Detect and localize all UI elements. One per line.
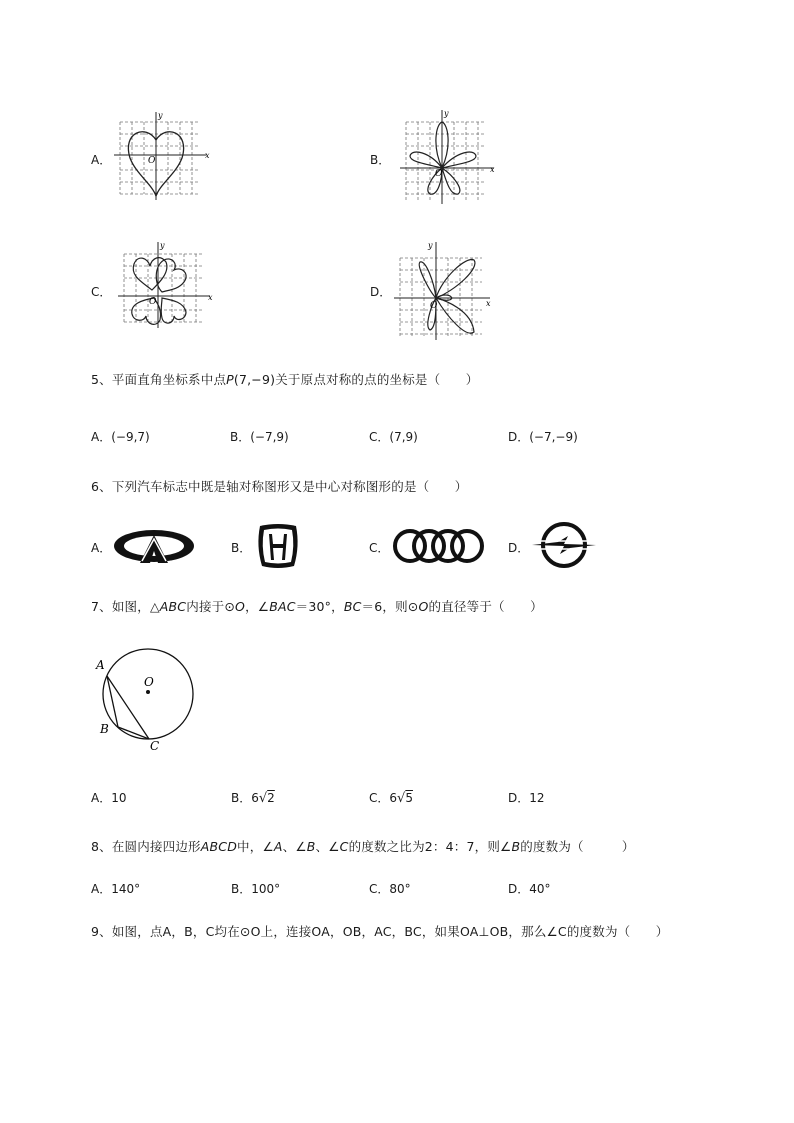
option-label: B． xyxy=(231,541,252,555)
honda-logo-icon xyxy=(254,522,302,570)
axis-y-label: y xyxy=(158,111,163,120)
q7-option-c[interactable]: C．6√5 xyxy=(369,791,413,806)
axis-y-label: y xyxy=(428,241,433,250)
q5-option-a[interactable]: A．(−9,7) xyxy=(91,430,150,444)
origin-label: O xyxy=(148,156,156,166)
q8-option-d[interactable]: D．40° xyxy=(508,882,551,896)
q5-option-d[interactable]: D．(−7,−9) xyxy=(508,430,578,444)
q7-option-a[interactable]: A．10 xyxy=(91,791,127,805)
question-8-text: 8、在圆内接四边形ABCD中，∠A、∠B、∠C的度数之比为2：4：7，则∠B的度数为（ ） xyxy=(91,839,635,854)
option-label: C． xyxy=(91,285,112,299)
q8-option-b[interactable]: B．100° xyxy=(231,882,281,896)
clover-icon xyxy=(132,258,186,325)
question-6-text: 6、下列汽车标志中既是轴对称图形又是中心对称图形的是（ ） xyxy=(91,479,468,494)
q8-option-a[interactable]: A．140° xyxy=(91,882,141,896)
option-label: D． xyxy=(370,285,392,299)
origin-label: O xyxy=(430,301,438,311)
q8-option-c[interactable]: C．80° xyxy=(369,882,411,896)
question-7-text: 7、如图，△ABC内接于⊙O，∠BAC＝30°，BC＝6，则⊙O的直径等于（ ） xyxy=(91,599,543,614)
axis-x-label: x xyxy=(486,299,491,308)
label-a: A xyxy=(96,658,105,672)
axis-x-label: x xyxy=(208,293,213,302)
center-point xyxy=(146,690,150,694)
q7-option-b[interactable]: B．6√2 xyxy=(231,791,275,806)
flower-graph xyxy=(396,106,496,206)
option-label: B． xyxy=(370,153,391,167)
audi-logo-icon xyxy=(391,527,487,565)
label-o: O xyxy=(144,675,154,689)
axis-x-label: x xyxy=(490,165,495,174)
question-5-text: 5、平面直角坐标系中点P(7,−9)关于原点对称的点的坐标是（ ） xyxy=(91,372,479,387)
option-label: A． xyxy=(91,541,112,555)
origin-label: O xyxy=(149,297,157,307)
option-label: C． xyxy=(369,541,390,555)
heart-graph xyxy=(112,110,212,205)
q5-option-c[interactable]: C．(7,9) xyxy=(369,430,418,444)
clover-graph xyxy=(116,238,216,330)
axis-x-label: x xyxy=(205,151,210,160)
circle-triangle-figure xyxy=(92,640,202,756)
petals-graph xyxy=(390,238,494,342)
q5-option-b[interactable]: B．(−7,9) xyxy=(230,430,289,444)
question-9-text: 9、如图，点A，B，C均在⊙O上，连接OA，OB，AC，BC，如果OA⊥OB，那么∠C的度数为（ ） xyxy=(91,924,669,939)
label-b: B xyxy=(100,722,109,736)
opel-logo-icon xyxy=(528,520,600,570)
axis-y-label: y xyxy=(160,241,165,250)
axis-y-label: y xyxy=(444,109,449,118)
infiniti-logo-icon xyxy=(112,527,196,565)
option-label: A． xyxy=(91,153,112,167)
option-label: D． xyxy=(508,541,530,555)
origin-label: O xyxy=(435,169,443,179)
q7-option-d[interactable]: D．12 xyxy=(508,791,545,805)
label-c: C xyxy=(150,739,160,753)
